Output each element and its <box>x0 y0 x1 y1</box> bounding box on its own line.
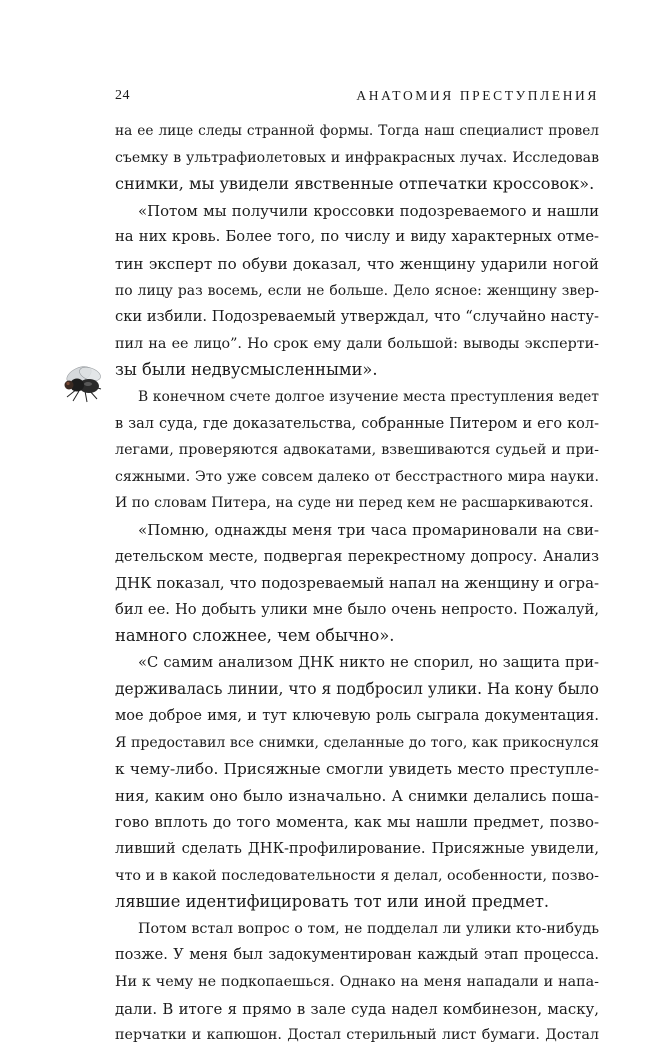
text-line: Потом встал вопрос о том, не подделал ли улики кто-нибудь <box>138 920 599 937</box>
text-line: к чему-либо. Присяжные смогли увидеть место преступле- <box>115 760 599 779</box>
text-line: И по словам Питера, на суде ни перед кем не расшаркиваются. <box>115 495 594 512</box>
text-line: на ее лице следы странной формы. Тогда наш специалист провел <box>115 123 599 139</box>
text-line: гово вплоть до того момента, как мы нашли предмет, позво- <box>115 813 599 832</box>
text-line: лявшие идентифицировать тот или иной предмет. <box>115 892 550 912</box>
text-line: мое доброе имя, и тут ключевую роль сыграла документация. <box>115 708 599 725</box>
text-line: снимки, мы увидели явственные отпечатки кроссовок». <box>115 174 595 194</box>
text-line: Ни к чему не подкопаешься. Однако на меня нападали и напа- <box>115 974 599 990</box>
text-line: по лицу раз восемь, если не больше. Дело ясное: женщину звер- <box>115 282 599 299</box>
text-line: держивалась линии, что я подбросил улики. На кону было <box>115 680 599 699</box>
text-line: ДНК показал, что подозреваемый напал на женщину и огра- <box>115 574 599 593</box>
text-line: детельском месте, подвергая перекрестному допросу. Анализ <box>115 548 599 565</box>
text-line: в зал суда, где доказательства, собранные Питером и его кол- <box>115 415 599 432</box>
body-text <box>115 118 599 1049</box>
text-line: «Потом мы получили кроссовки подозреваемого и нашли <box>138 201 599 220</box>
text-line: ски избили. Подозреваемый утверждал, что “случайно насту- <box>115 308 599 326</box>
text-line: ния, каким оно было изначально. А снимки делались поша- <box>115 786 599 805</box>
text-line: что и в какой последовательности я делал, особенности, позво- <box>115 867 599 884</box>
book-title: АНАТОМИЯ ПРЕСТУПЛЕНИЯ <box>356 88 599 103</box>
text-line: тин эксперт по обуви доказал, что женщину ударили ногой <box>115 254 599 273</box>
running-head <box>115 86 599 106</box>
text-line: намного сложнее, чем обычно». <box>115 626 395 646</box>
text-line: Я предоставил все снимки, сделанные до того, как прикоснулся <box>115 734 599 751</box>
text-line: бил ее. Но добыть улики мне было очень непросто. Пожалуй, <box>115 600 599 618</box>
text-line: «Помню, однажды меня три часа промариновали на сви- <box>138 520 599 539</box>
text-line: зы были недвусмысленными». <box>115 360 378 380</box>
text-line: съемку в ультрафиолетовых и инфракрасных лучах. Исследовав <box>115 149 599 166</box>
text-line: перчатки и капюшон. Достал стерильный лист бумаги. Достал <box>115 1027 599 1044</box>
text-line: на них кровь. Более того, по числу и виду характерных отме- <box>115 228 599 246</box>
page-number: 24 <box>115 88 130 103</box>
text-line: пил на ее лицо”. Но срок ему дали большой: выводы эксперти- <box>115 335 599 352</box>
text-line: «С самим анализом ДНК никто не спорил, но защита при- <box>138 653 599 671</box>
text-line: В конечном счете долгое изучение места преступления ведет <box>138 388 599 405</box>
text-line: сяжными. Это уже совсем далеко от бесстрастного мира науки. <box>115 468 599 485</box>
text-line: дали. В итоге я прямо в зале суда надел комбинезон, маску, <box>115 999 599 1018</box>
text-line: ливший сделать ДНК-профилирование. Присяжные увидели, <box>115 840 599 858</box>
text-line: позже. У меня был задокументирован каждый этап процесса. <box>115 947 599 964</box>
fly-icon <box>57 363 109 407</box>
text-line: легами, проверяются адвокатами, взвешиваются судьей и при- <box>115 442 599 459</box>
